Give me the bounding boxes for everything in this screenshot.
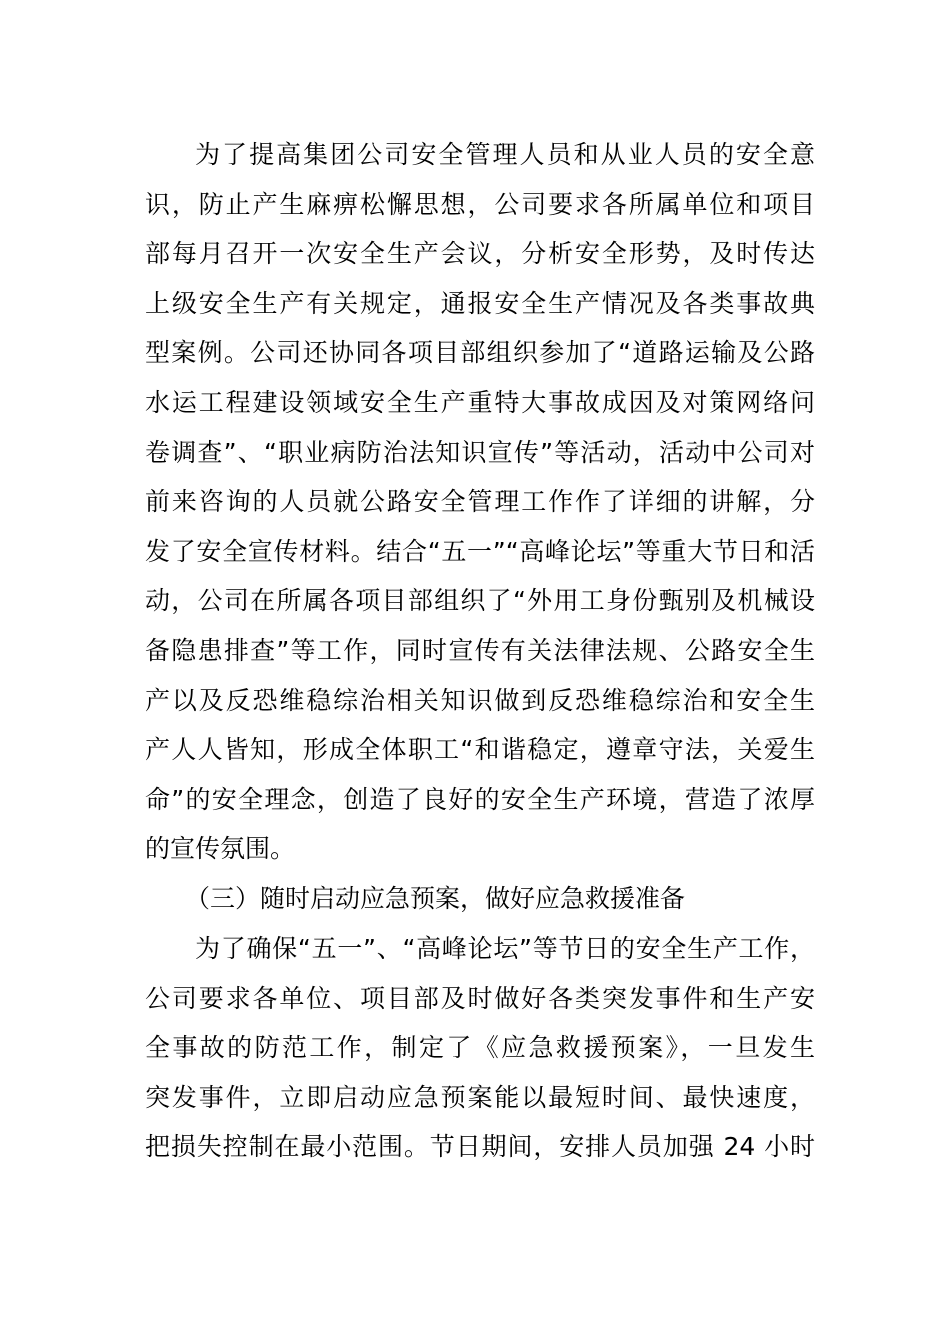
paragraph-line: 动，公司在所属各项目部组织了“外用工身份甄别及机械设	[145, 586, 815, 616]
paragraph-line: 水运工程建设领域安全生产重特大事故成因及对策网络问	[145, 387, 815, 417]
paragraph-line: 的宣传氛围。	[145, 834, 296, 864]
paragraph-line: 把损失控制在最小范围。节日期间，安排人员加强 24 小时	[145, 1132, 815, 1162]
section-heading-block	[145, 874, 815, 924]
paragraph-line: 前来咨询的人员就公路安全管理工作作了详细的讲解，分	[145, 487, 815, 517]
paragraph-line: 产以及反恐维稳综治相关知识做到反恐维稳综治和安全生	[145, 685, 815, 715]
paragraph-line: 命”的安全理念，创造了良好的安全生产环境，营造了浓厚	[145, 784, 815, 814]
paragraph-line: 突发事件，立即启动应急预案能以最短时间、最快速度，	[145, 1082, 815, 1112]
paragraph-line: 发了安全宣传材料。结合“五一”“高峰论坛”等重大节日和活	[145, 536, 815, 566]
paragraph-line: 产人人皆知，形成全体职工“和谐稳定，遵章守法，关爱生	[145, 735, 815, 765]
paragraph-emergency-plan	[145, 924, 815, 1172]
paragraph-safety-awareness	[145, 130, 815, 874]
paragraph-line: 为了提高集团公司安全管理人员和从业人员的安全意	[195, 140, 815, 169]
paragraph-line: 部每月召开一次安全生产会议，分析安全形势，及时传达	[145, 239, 815, 269]
paragraph-line: 上级安全生产有关规定，通报安全生产情况及各类事故典	[145, 288, 815, 318]
paragraph-line: 备隐患排查”等工作，同时宣传有关法律法规、公路安全生	[145, 635, 815, 665]
paragraph-line: 为了确保“五一”、“高峰论坛”等节日的安全生产工作，	[195, 934, 815, 963]
section-heading: （三）随时启动应急预案，做好应急救援准备	[185, 884, 686, 913]
paragraph-line: 型案例。公司还协同各项目部组织参加了“道路运输及公路	[145, 338, 815, 368]
paragraph-line: 卷调查”、“职业病防治法知识宣传”等活动，活动中公司对	[145, 437, 815, 467]
paragraph-line: 全事故的防范工作，制定了《应急救援预案》，一旦发生	[145, 1033, 815, 1063]
paragraph-line: 识，防止产生麻痹松懈思想，公司要求各所属单位和项目	[145, 189, 815, 219]
paragraph-line: 公司要求各单位、项目部及时做好各类突发事件和生产安	[145, 983, 815, 1013]
